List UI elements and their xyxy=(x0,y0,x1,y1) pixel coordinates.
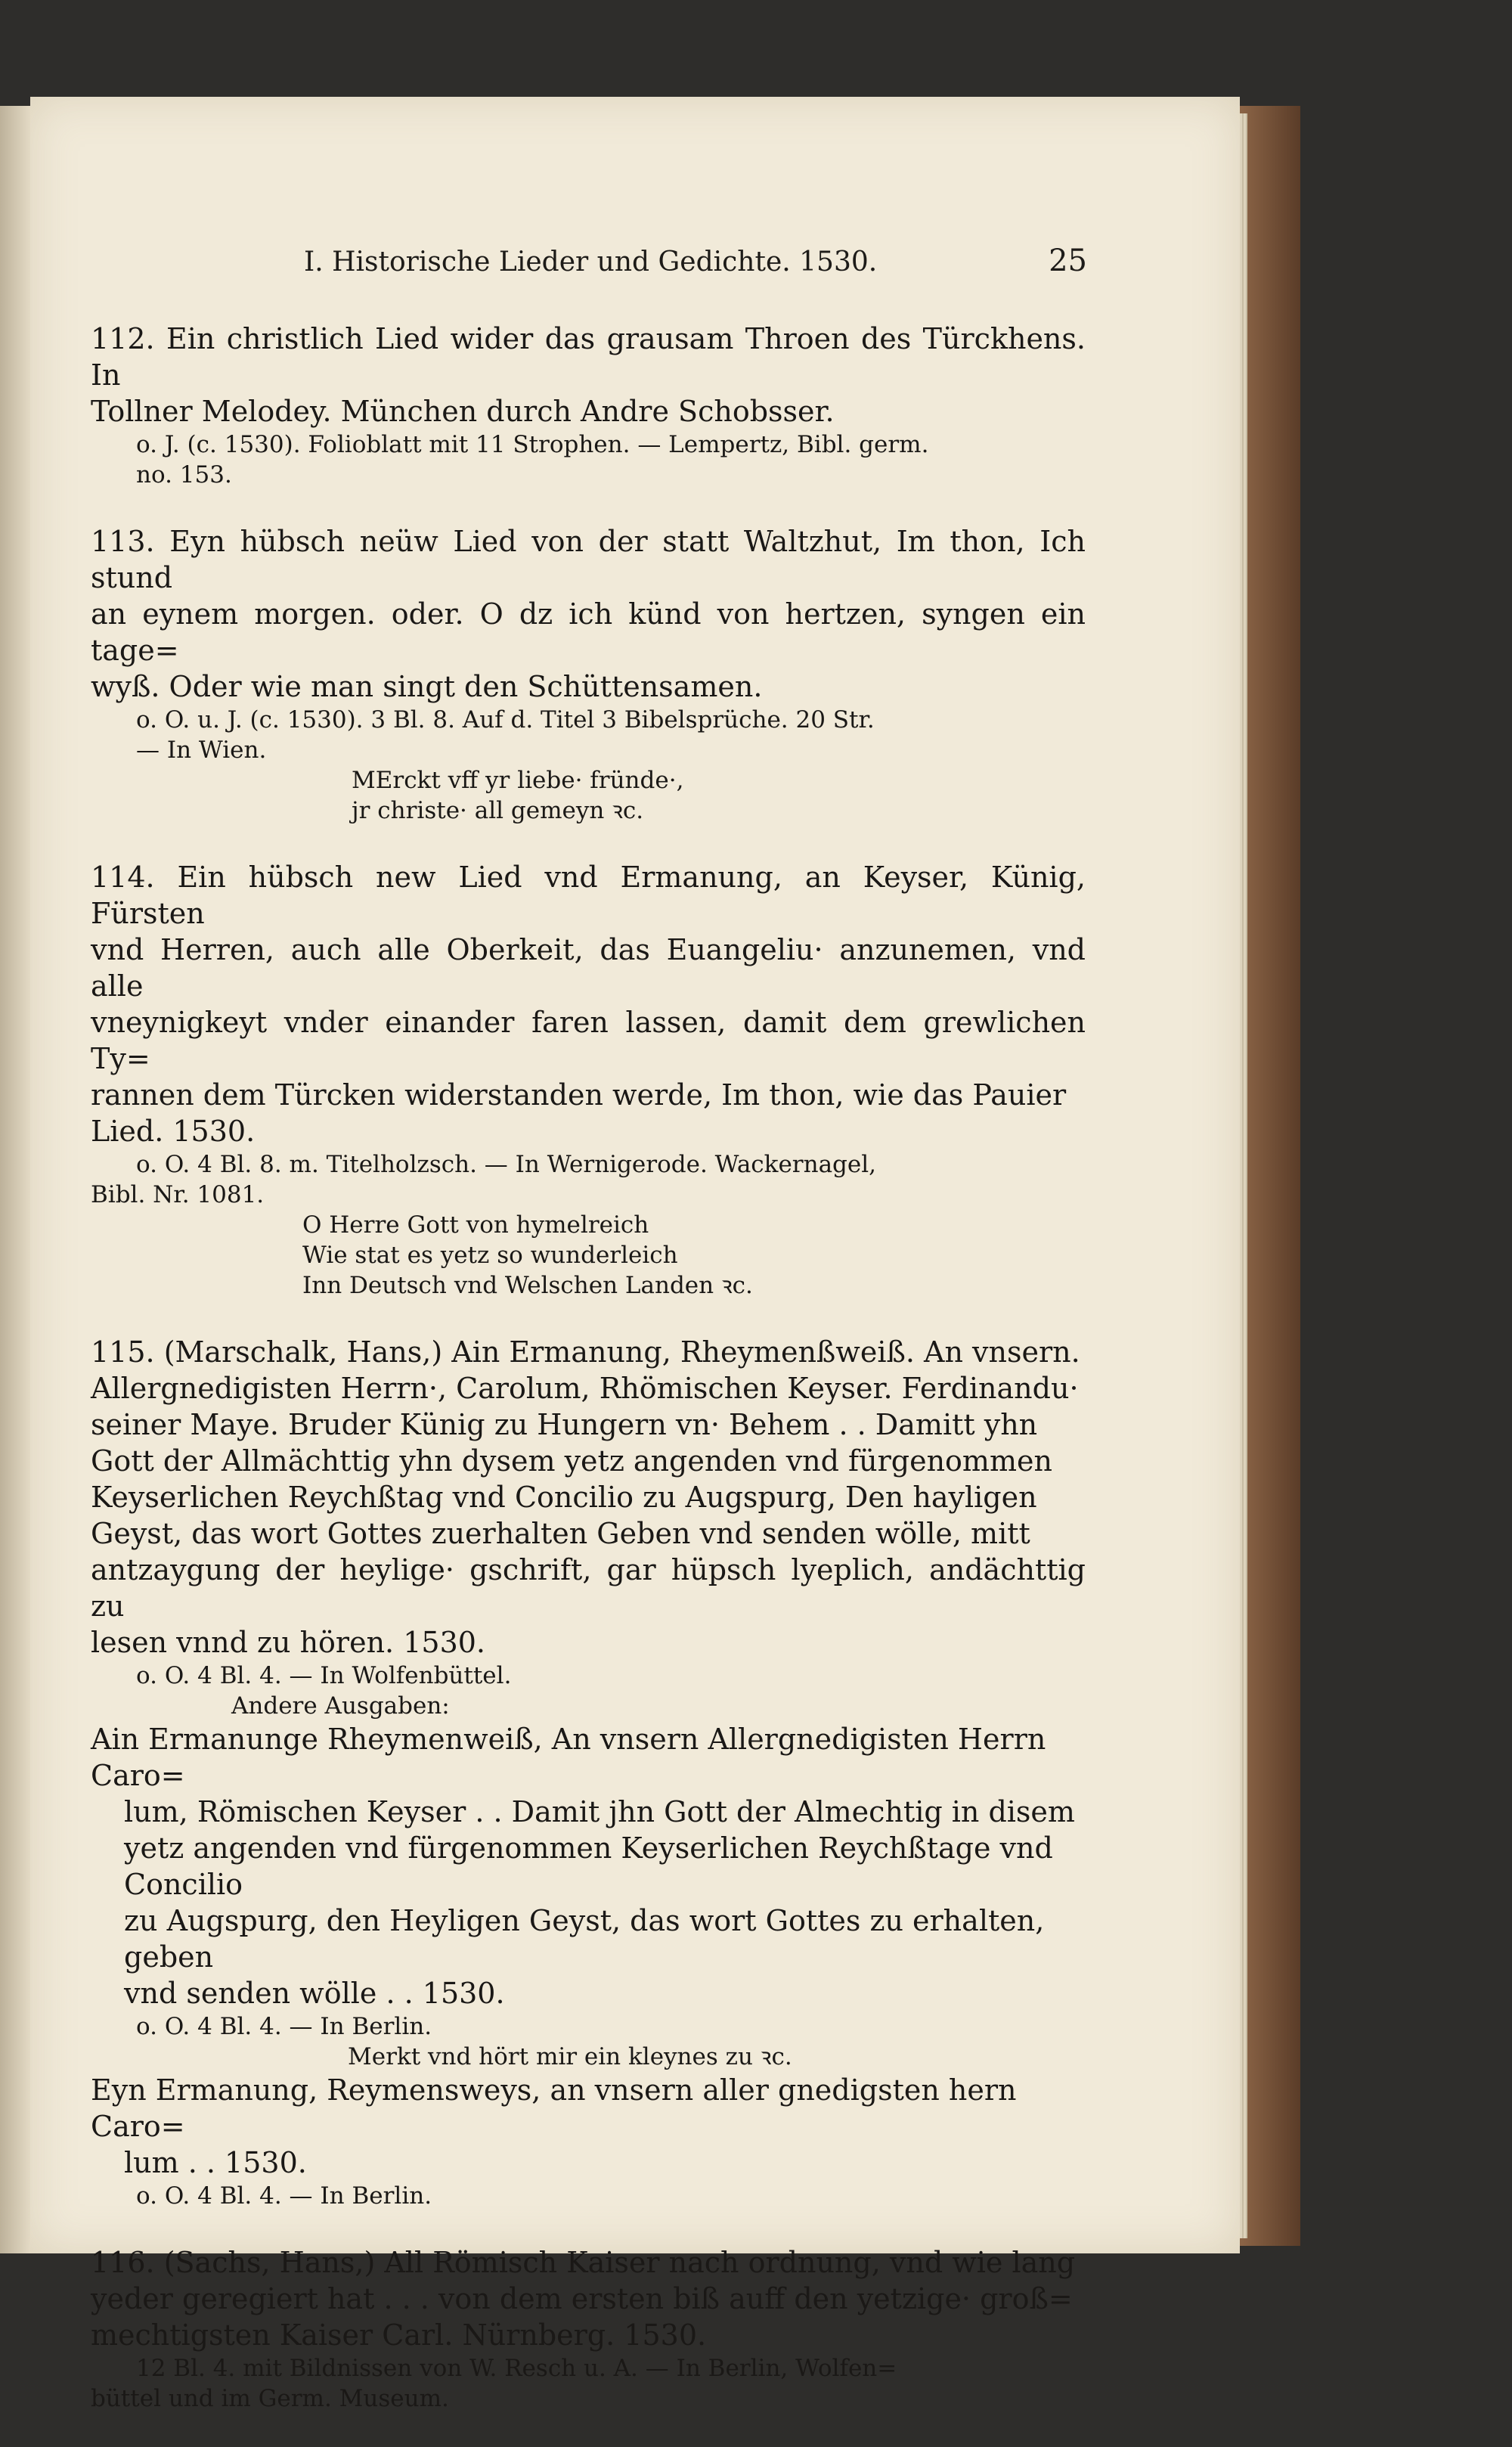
incipit-line: Merkt vnd hört mir ein kleynes zu ꝛc. xyxy=(348,2043,792,2070)
alt-line: lum . . 1530. xyxy=(124,2146,307,2179)
bibliographic-note: o. O. 4 Bl. 4. — In Berlin. xyxy=(136,2013,432,2040)
bibliographic-note: o. O. u. J. (c. 1530). 3 Bl. 8. Auf d. Titel 3 Bibelsprüche. 20 Str. xyxy=(136,706,875,733)
alternate-edition xyxy=(91,2072,1086,2181)
title-line: mechtigsten Kaiser Carl. Nürnberg. 1530. xyxy=(91,2318,707,2352)
title-line: Geyst, das wort Gottes zuerhalten Geben vnd senden wölle, mitt xyxy=(91,1517,1030,1550)
title-line: 114. Ein hübsch new Lied vnd Ermanung, an Keyser, Künig, Fürsten xyxy=(91,861,1086,930)
alt-line: vnd senden wölle . . 1530. xyxy=(124,1977,505,2010)
incipit-line: Wie stat es yetz so wunderleich xyxy=(302,1242,678,1269)
alt-line: zu Augspurg, den Heyligen Geyst, das wort Gottes zu erhalten, geben xyxy=(124,1904,1045,1974)
title-line: yeder geregiert hat . . . von dem ersten biß auff den yetzige· groß= xyxy=(91,2282,1073,2315)
title-line: seiner Maye. Bruder Künig zu Hungern vn· Behem . . Damitt yhn xyxy=(91,1408,1038,1441)
entry-title xyxy=(91,859,1086,1149)
entry-title xyxy=(91,1334,1086,1661)
alt-line: Eyn Ermanung, Reymensweys, an vnsern aller gnedigsten hern Caro= xyxy=(91,2073,1017,2143)
alternate-edition xyxy=(91,1721,1086,2011)
bibliographic-note: o. O. 4 Bl. 4. — In Wolfenbüttel. xyxy=(136,1662,512,1689)
title-line: vneynigkeyt vnder einander faren lassen, damit dem grewlichen Ty= xyxy=(91,1006,1086,1075)
page-number: 25 xyxy=(1049,243,1087,278)
other-editions-label: Andere Ausgaben: xyxy=(231,1692,450,1720)
alt-line: lum, Römischen Keyser . . Damit jhn Gott der Almechtig in disem xyxy=(124,1795,1075,1828)
bibliographic-note: no. 153. xyxy=(136,461,232,488)
incipit-line: MErckt vff yr liebe· fründe·, xyxy=(352,767,684,794)
title-line: 112. Ein christlich Lied wider das grausam Throen des Türckhens. In xyxy=(91,322,1086,392)
incipit-line: jr christe· all gemeyn ꝛc. xyxy=(352,797,644,824)
bibliographic-note: o. O. 4 Bl. 8. m. Titelholzsch. — In Wernigerode. Wackernagel, xyxy=(136,1151,877,1178)
title-line: Gott der Allmächttig yhn dysem yetz angenden vnd fürgenommen xyxy=(91,1444,1052,1478)
title-line: 113. Eyn hübsch neüw Lied von der statt Waltzhut, Im thon, Ich stund xyxy=(91,525,1086,594)
bibliographic-note: Bibl. Nr. 1081. xyxy=(91,1181,265,1208)
title-line: 115. (Marschalk, Hans,) Ain Ermanung, Rheymenßweiß. An vnsern. xyxy=(91,1335,1080,1369)
entry-115 xyxy=(91,1334,1086,2211)
bibliographic-note: o. J. (c. 1530). Folioblatt mit 11 Strophen. — Lempertz, Bibl. germ. xyxy=(136,431,929,458)
running-header xyxy=(304,243,1087,278)
title-line: Allergnedigisten Herrn·, Carolum, Rhömischen Keyser. Ferdinandu· xyxy=(91,1372,1079,1405)
incipit-line: Inn Deutsch vnd Welschen Landen ꝛc. xyxy=(302,1272,753,1299)
title-line: vnd Herren, auch alle Oberkeit, das Euangeliu· anzunemen, vnd alle xyxy=(91,933,1086,1003)
entry-116 xyxy=(91,2244,1086,2414)
title-line: Keyserlichen Reychßtag vnd Concilio zu Augspurg, Den hayligen xyxy=(91,1481,1037,1514)
title-line: rannen dem Türcken widerstanden werde, Im thon, wie das Pauier xyxy=(91,1078,1067,1112)
title-line: wyß. Oder wie man singt den Schüttensamen. xyxy=(91,670,763,703)
running-title: I. Historische Lieder und Gedichte. 1530. xyxy=(304,247,878,278)
bibliographic-note: 12 Bl. 4. mit Bildnissen von W. Resch u. A. — In Berlin, Wolfen= xyxy=(136,2355,897,2382)
entry-112 xyxy=(91,321,1086,490)
alt-line: Ain Ermanunge Rheymenweiß, An vnsern Allergnedigisten Herrn Caro= xyxy=(91,1723,1046,1792)
entry-114 xyxy=(91,859,1086,1301)
bibliographic-note: o. O. 4 Bl. 4. — In Berlin. xyxy=(136,2182,432,2210)
title-line: 116. (Sachs, Hans,) All Römisch Kaiser nach ordnung, vnd wie lang xyxy=(91,2246,1076,2279)
entry-title xyxy=(91,523,1086,705)
page-body xyxy=(91,321,1086,2447)
title-line: an eynem morgen. oder. O dz ich künd von hertzen, syngen ein tage= xyxy=(91,597,1086,667)
bibliographic-note: büttel und im Germ. Museum. xyxy=(91,2385,449,2412)
entry-title xyxy=(91,321,1086,430)
title-line: Lied. 1530. xyxy=(91,1115,256,1148)
entry-113 xyxy=(91,523,1086,826)
title-line: lesen vnnd zu hören. 1530. xyxy=(91,1626,485,1659)
alt-line: yetz angenden vnd fürgenommen Keyserlichen Reychßtage vnd Concilio xyxy=(124,1831,1053,1901)
entry-title xyxy=(91,2244,1086,2353)
incipit-line: O Herre Gott von hymelreich xyxy=(302,1211,649,1239)
title-line: Tollner Melodey. München durch Andre Schobsser. xyxy=(91,395,835,428)
title-line: antzaygung der heylige· gschrift, gar hüpsch lyeplich, andächttig zu xyxy=(91,1553,1086,1623)
bibliographic-note: — In Wien. xyxy=(136,737,267,764)
